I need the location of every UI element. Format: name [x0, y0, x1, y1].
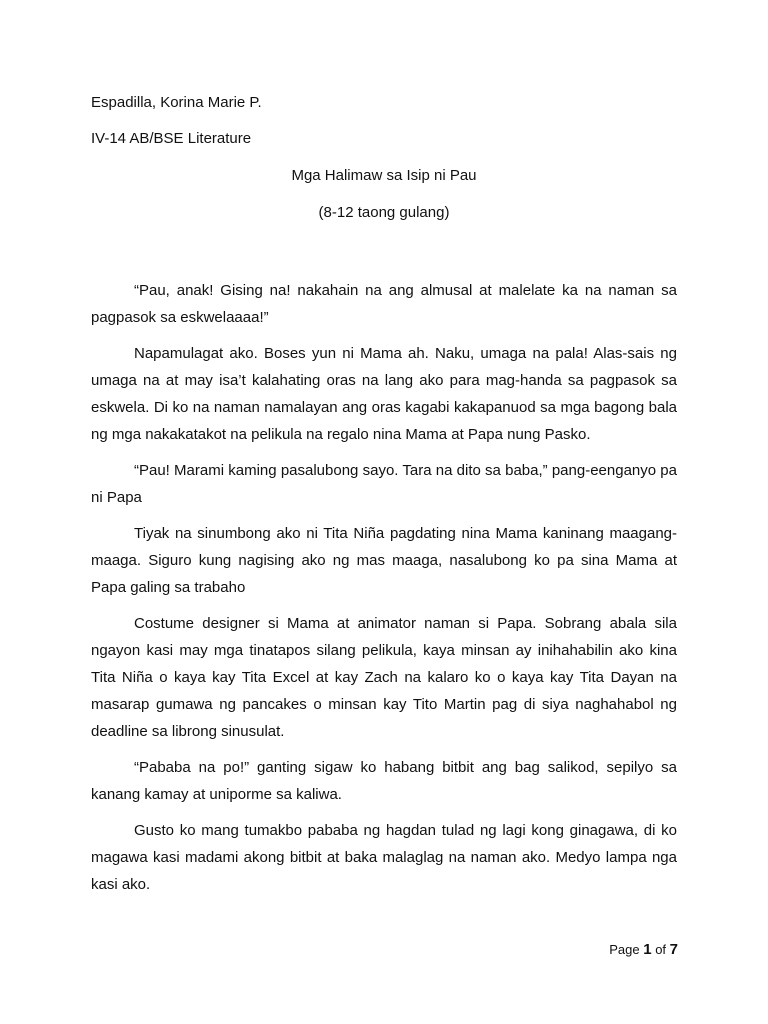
- author-name: Espadilla, Korina Marie P.: [91, 94, 262, 111]
- story-title: Mga Halimaw sa Isip ni Pau: [291, 167, 477, 184]
- current-page-number: 1: [643, 941, 652, 958]
- paragraph: “Pau, anak! Gising na! nakahain na ang almusal at malelate ka na naman sa pagpasok sa eskwelaaaa!”: [91, 282, 677, 326]
- total-pages-number: 7: [669, 941, 678, 958]
- paragraph: Costume designer si Mama at animator naman si Papa. Sobrang abala sila ngayon kasi may mga tinatapos silang pelikula, kaya minsan ay inihahabilin ako kina Tita Niña o kaya kay Tita Excel at kay Zach na kalaro ko o kaya kay Tita Dayan na masarap gumawa ng pancakes o minsan kay Tito Martin pag di siya naghahabol ng deadline sa librong sinusulat.: [91, 615, 677, 740]
- paragraph: “Pau! Marami kaming pasalubong sayo. Tara na dito sa baba,” pang-eenganyo pa ni Papa: [91, 462, 677, 506]
- paragraph: Gusto ko mang tumakbo pababa ng hagdan tulad ng lagi kong ginagawa, di ko magawa kasi madami akong bitbit at baka malaglag na naman ako. Medyo lampa nga kasi ako.: [91, 822, 677, 893]
- page-number-footer: [609, 940, 678, 960]
- story-body: [91, 277, 677, 907]
- class-section: IV-14 AB/BSE Literature: [91, 130, 252, 147]
- paragraph: Tiyak na sinumbong ako ni Tita Niña pagdating nina Mama kaninang maagang-maaga. Siguro kung nagising ako ng mas maaga, nasalubong ko pa sina Mama at Papa galing sa trabaho: [91, 525, 677, 596]
- paragraph: Napamulagat ako. Boses yun ni Mama ah. Naku, umaga na pala! Alas-sais ng umaga na at may isa’t kalahating oras na lang ako para mag-handa sa pagpasok sa eskwela. Di ko na naman namalayan ang oras kagabi kakapanuod sa mga bagong bala ng mga nakakatakot na pelikula na regalo nina Mama at Papa nung Pasko.: [91, 345, 677, 443]
- of-word: of: [655, 942, 667, 957]
- paragraph: “Pababa na po!” ganting sigaw ko habang bitbit ang bag salikod, sepilyo sa kanang kamay at uniporme sa kaliwa.: [91, 759, 677, 803]
- age-range: (8-12 taong gulang): [318, 204, 450, 221]
- page-word: Page: [609, 942, 640, 957]
